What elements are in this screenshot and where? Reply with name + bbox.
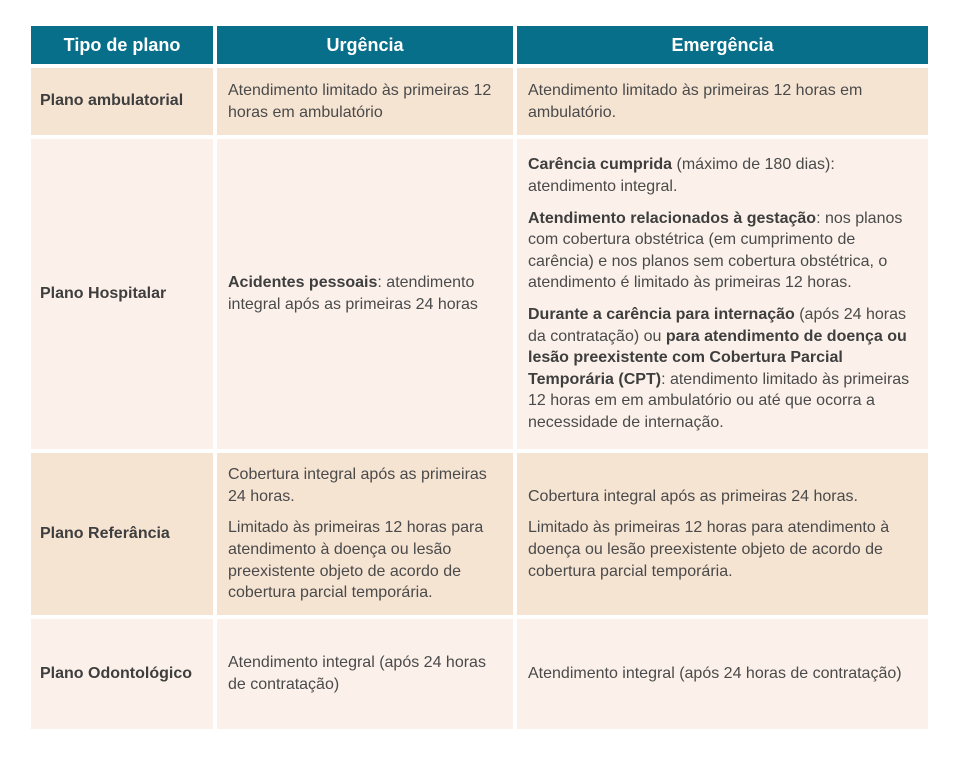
referancia-urgencia-cell: Cobertura integral após as primeiras 24 horas. Limitado às primeiras 12 horas para atendimento à doença ou lesão preexistente objeto de acordo de cobertura parcial temporária. xyxy=(217,453,513,615)
plan-name-ambulatorial: Plano ambulatorial xyxy=(31,68,213,135)
ambulatorial-emergencia-cell: Atendimento limitado às primeiras 12 horas em ambulatório. xyxy=(517,68,928,135)
coverage-table xyxy=(31,26,928,729)
hospitalar-emergencia-cell: Carência cumprida (máximo de 180 dias): atendimento integral. Atendimento relacionados à gestação: nos planos com cobertura obstétrica (em cumprimento de carência) e nos planos sem cobertura obstétrica, o atendimento é limitado às primeiras 12 horas. Durante a carência para internação (após 24 horas da contratação) ou para atendimento de doença ou lesão preexistente com Cobertura Parcial Temporária (CPT): atendimento limitado às primeiras 12 horas em em ambulatório ou até que ocorra a necessidade de internação. xyxy=(517,139,928,449)
plan-name-odontologico: Plano Odontológico xyxy=(31,619,213,729)
header-tipo-de-plano: Tipo de plano xyxy=(31,26,213,64)
ambulatorial-urgencia-cell: Atendimento limitado às primeiras 12 horas em ambulatório xyxy=(217,68,513,135)
header-urgencia: Urgência xyxy=(217,26,513,64)
header-emergencia: Emergência xyxy=(517,26,928,64)
plan-name-referancia: Plano Referância xyxy=(31,453,213,615)
referancia-emergencia-cell: Cobertura integral após as primeiras 24 horas. Limitado às primeiras 12 horas para atendimento à doença ou lesão preexistente objeto de acordo de cobertura parcial temporária. xyxy=(517,453,928,615)
hospitalar-urgencia-cell: Acidentes pessoais: atendimento integral após as primeiras 24 horas xyxy=(217,139,513,449)
odontologico-urgencia-cell: Atendimento integral (após 24 horas de contratação) xyxy=(217,619,513,729)
plan-name-hospitalar: Plano Hospitalar xyxy=(31,139,213,449)
odontologico-emergencia-cell: Atendimento integral (após 24 horas de contratação) xyxy=(517,619,928,729)
